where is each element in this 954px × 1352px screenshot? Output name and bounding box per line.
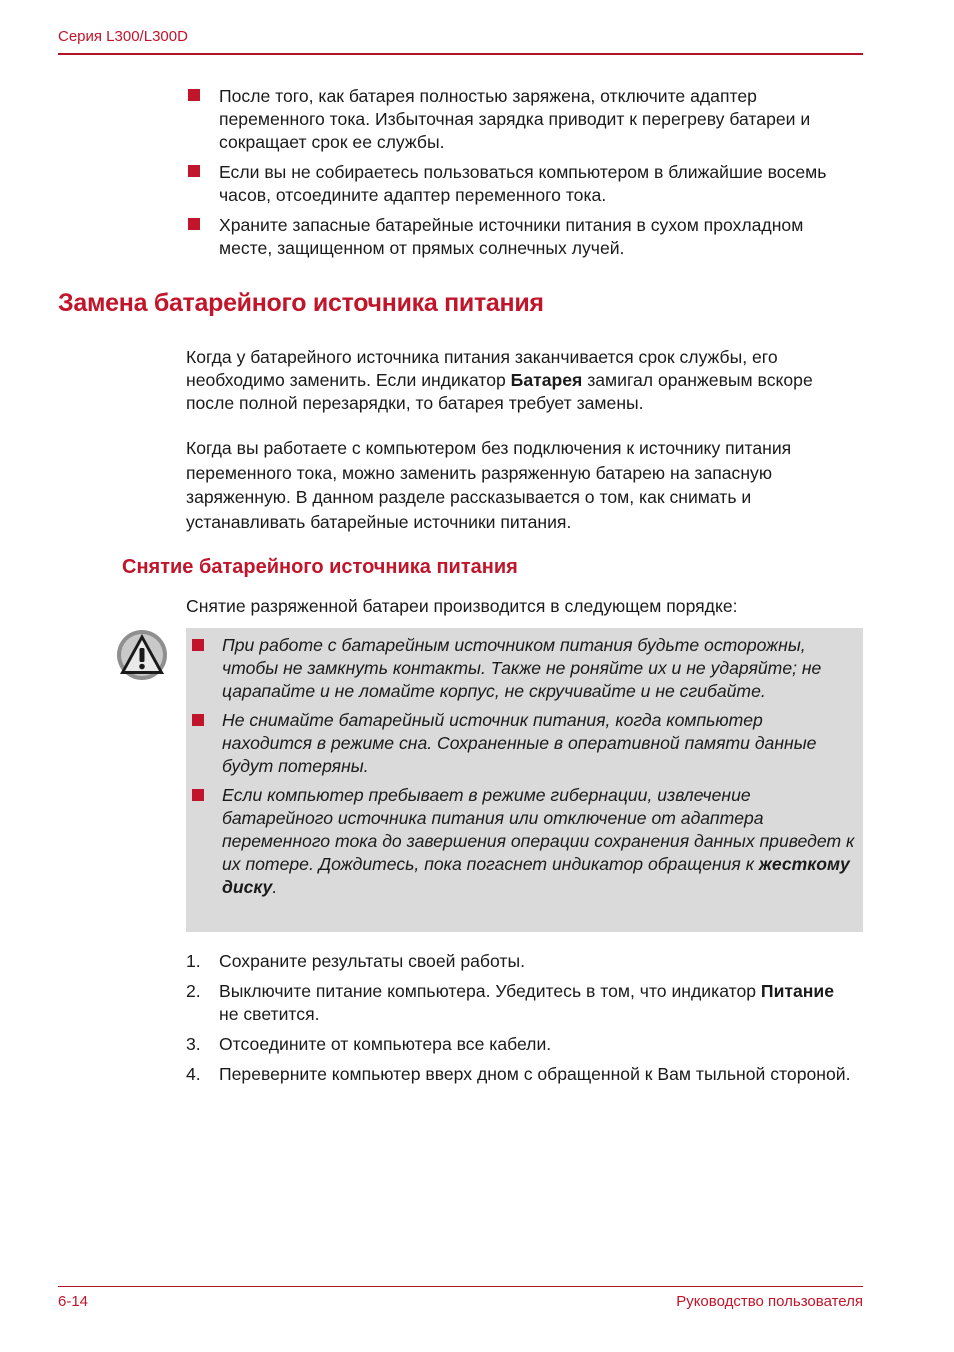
warning-text: При работе с батарейным источником питания будьте осторожны, чтобы не замкнуть контакты. Также не роняйте их и не ударяйте; не царапайте и не ломайте корпус, не скручивайте и не сгибайте. <box>222 635 822 701</box>
header-divider <box>58 53 863 55</box>
list-item <box>186 980 856 1026</box>
square-bullet-icon <box>188 218 200 230</box>
footer-divider <box>58 1286 863 1287</box>
step-number: 1. <box>186 951 201 971</box>
section-paragraph: Когда вы работаете с компьютером без подключения к источнику питания переменного тока, можно заменить разряженную батарею на запасную заряженную. В данном разделе рассказывается о том, как снимать и устанавливать батарейные источники питания. <box>186 438 792 533</box>
warning-box <box>186 628 863 932</box>
list-item <box>186 950 856 973</box>
warning-triangle-icon <box>116 629 168 681</box>
bullet-text: Храните запасные батарейные источники питания в сухом прохладном месте, защищенном от прямых солнечных лучей. <box>219 215 804 258</box>
subsection-title: Снятие батарейного источника питания <box>122 556 518 578</box>
list-item <box>186 634 856 703</box>
step-text: Отсоедините от компьютера все кабели. <box>219 1034 552 1054</box>
step-number: 3. <box>186 1034 201 1054</box>
warning-text: Если компьютер пребывает в режиме гибернации, извлечение батарейного источника питания или отключение от адаптера переменного тока до завершения операции сохранения данных приведет к их потере. Дождитесь, пока погаснет индикатор обращения к <box>222 785 855 874</box>
warning-text: . <box>272 877 278 897</box>
warning-list <box>186 634 856 905</box>
square-bullet-icon <box>192 714 204 726</box>
bullet-text: Если вы не собираетесь пользоваться компьютером в ближайшие восемь часов, отсоедините адаптер переменного тока. <box>219 162 827 205</box>
step-number: 4. <box>186 1064 201 1084</box>
power-indicator-term: Питание <box>760 981 835 1001</box>
step-text: Сохраните результаты своей работы. <box>219 951 525 971</box>
square-bullet-icon <box>188 89 200 101</box>
steps-list <box>186 950 856 1093</box>
list-item <box>186 161 846 207</box>
square-bullet-icon <box>192 639 204 651</box>
step-number: 2. <box>186 981 201 1001</box>
footer-title: Руководство пользователя <box>676 1293 863 1310</box>
list-item <box>186 85 846 154</box>
paragraph-text: Когда у батарейного источника питания заканчивается срок службы, его необходимо заменить. Если индикатор <box>186 347 778 390</box>
paragraph-text: замигал оранжевым вскоре после полной перезарядки, то батарея требует замены. <box>186 370 813 413</box>
list-item <box>186 1063 856 1086</box>
step-text: Выключите питание компьютера. Убедитесь в том, что индикатор <box>219 981 761 1001</box>
battery-indicator-term: Батарея <box>510 370 583 390</box>
section-paragraph <box>186 346 858 415</box>
square-bullet-icon <box>188 165 200 177</box>
square-bullet-icon <box>192 789 204 801</box>
list-item <box>186 1033 856 1056</box>
step-text: Переверните компьютер вверх дном с обращенной к Вам тыльной стороной. <box>219 1064 851 1084</box>
list-item <box>186 214 846 260</box>
bullet-text: После того, как батарея полностью заряжена, отключите адаптер переменного тока. Избыточная зарядка приводит к перегреву батареи и сокращает срок ее службы. <box>219 86 811 152</box>
list-item <box>186 784 856 899</box>
list-item <box>186 709 856 778</box>
subsection-intro: Снятие разряженной батареи производится в следующем порядке: <box>186 596 738 616</box>
step-text: не светится. <box>219 1004 320 1024</box>
intro-bullet-list <box>186 85 846 267</box>
section-title: Замена батарейного источника питания <box>58 289 544 317</box>
hard-disk-term: жесткому диску <box>222 854 850 897</box>
warning-text: Не снимайте батарейный источник питания, когда компьютер находится в режиме сна. Сохраненные в оперативной памяти данные будут потеряны. <box>222 710 817 776</box>
page-number: 6-14 <box>58 1293 89 1310</box>
header-title: Серия L300/L300D <box>58 28 188 45</box>
